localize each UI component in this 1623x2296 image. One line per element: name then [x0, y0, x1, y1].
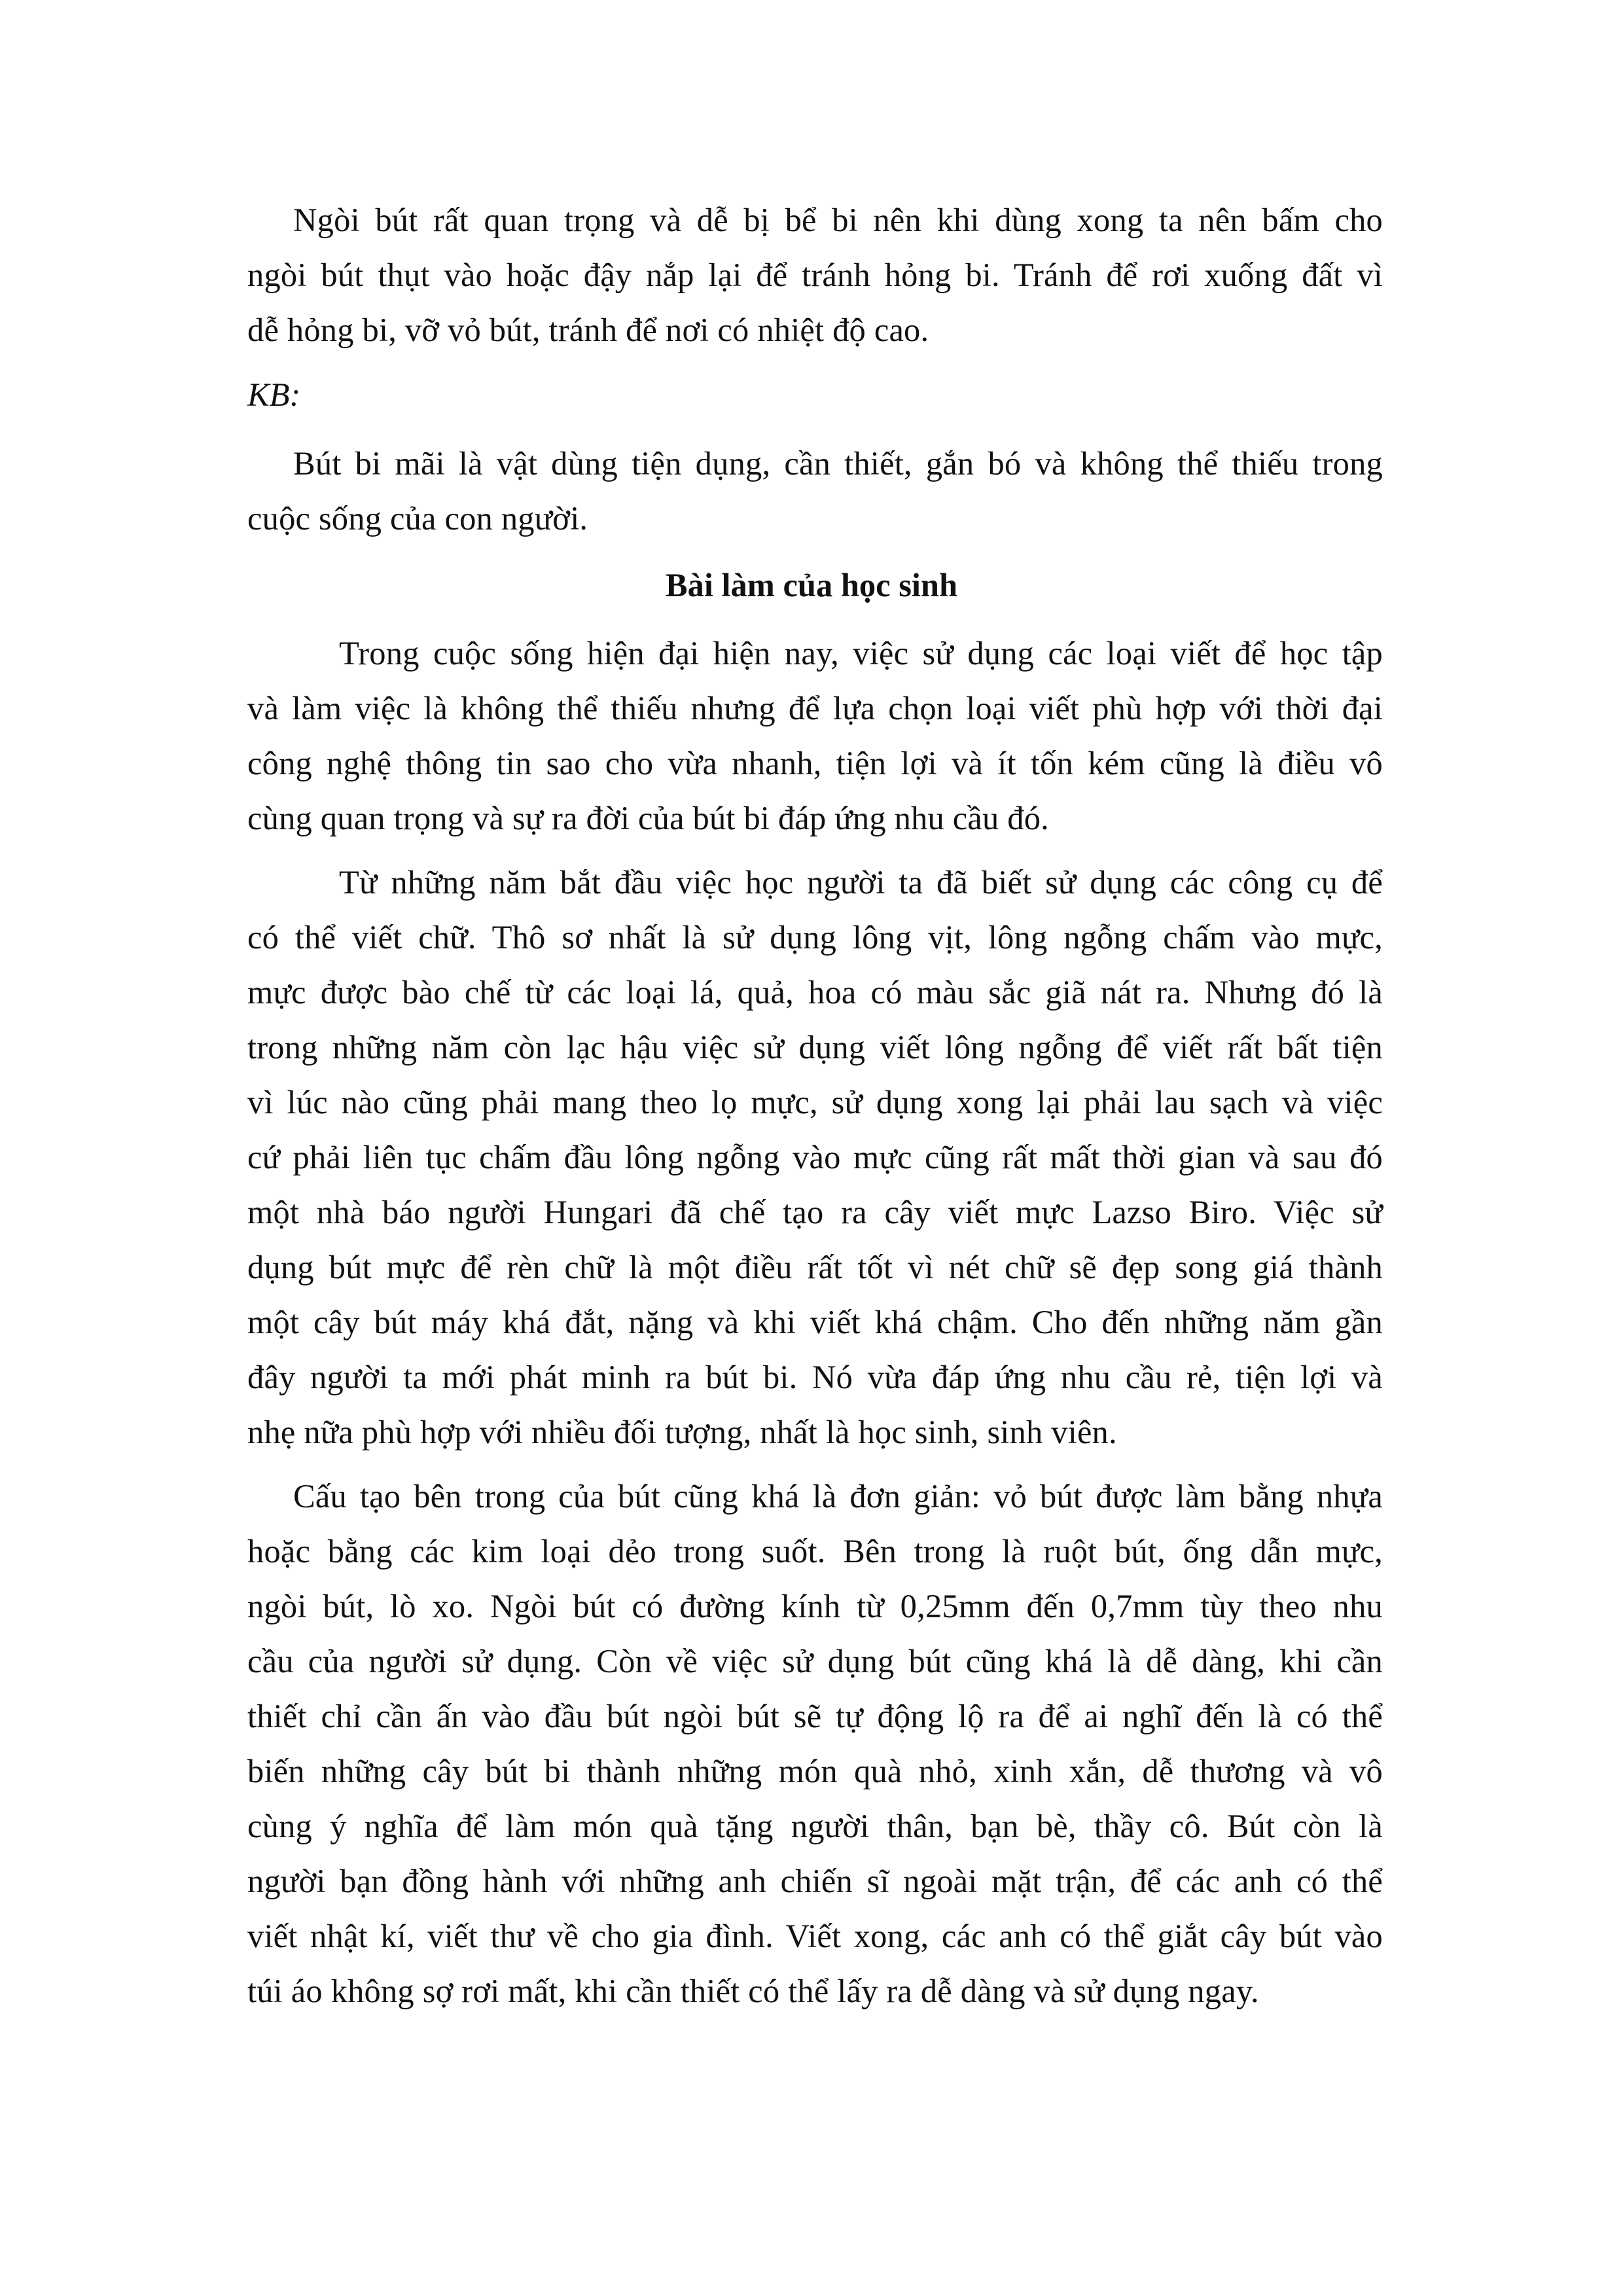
essay-paragraph-line: người bạn đồng hành với những anh chiến sĩ ngoài mặt trận, để các anh có thể: [247, 1863, 1383, 1899]
essay-paragraph-line: trong những năm còn lạc hậu việc sử dụng viết lông ngỗng để viết rất bất tiện: [247, 1029, 1383, 1066]
conclusion-paragraph-line: Bút bi mãi là vật dùng tiện dụng, cần thiết, gắn bó và không thể thiếu trong: [293, 445, 1383, 482]
essay-paragraph-line: ngòi bút, lò xo. Ngòi bút có đường kính từ 0,25mm đến 0,7mm tùy theo nhu: [247, 1588, 1383, 1624]
essay-paragraph-line: mực được bào chế từ các loại lá, quả, hoa có màu sắc giã nát ra. Nhưng đó là: [247, 974, 1383, 1011]
essay-paragraph-line: Cấu tạo bên trong của bút cũng khá là đơn giản: vỏ bút được làm bằng nhựa: [293, 1478, 1383, 1515]
conclusion-paragraph-line: cuộc sống của con người.: [247, 500, 588, 537]
essay-paragraph-line: hoặc bằng các kim loại dẻo trong suốt. Bên trong là ruột bút, ống dẫn mực,: [247, 1533, 1383, 1570]
intro-paragraph-line: Ngòi bút rất quan trọng và dễ bị bể bi nên khi dùng xong ta nên bấm cho: [293, 202, 1383, 238]
essay-paragraph-line: cầu của người sử dụng. Còn về việc sử dụng bút cũng khá là dễ dàng, khi cần: [247, 1643, 1383, 1679]
essay-paragraph-line: một cây bút máy khá đắt, nặng và khi viết khá chậm. Cho đến những năm gần: [247, 1304, 1383, 1340]
essay-paragraph-line: cứ phải liên tục chấm đầu lông ngỗng vào mực cũng rất mất thời gian và sau đó: [247, 1139, 1383, 1175]
essay-paragraph-line: và làm việc là không thể thiếu nhưng để lựa chọn loại viết phù hợp với thời đại: [247, 690, 1383, 726]
intro-paragraph-line: dễ hỏng bi, vỡ vỏ bút, tránh để nơi có nhiệt độ cao.: [247, 312, 929, 348]
essay-paragraph-line: Trong cuộc sống hiện đại hiện nay, việc sử dụng các loại viết để học tập: [339, 635, 1383, 672]
essay-paragraph-line: cùng ý nghĩa để làm món quà tặng người thân, bạn bè, thầy cô. Bút còn là: [247, 1808, 1383, 1844]
kb-label: KB:: [247, 376, 301, 413]
essay-paragraph-line: viết nhật kí, viết thư về cho gia đình. Viết xong, các anh có thể giắt cây bút vào: [247, 1918, 1383, 1954]
essay-paragraph-line: thiết chỉ cần ấn vào đầu bút ngòi bút sẽ tự động lộ ra để ai nghĩ đến là có thể: [247, 1698, 1383, 1734]
essay-paragraph-line: vì lúc nào cũng phải mang theo lọ mực, sử dụng xong lại phải lau sạch và việc: [247, 1084, 1383, 1121]
essay-paragraph-line: túi áo không sợ rơi mất, khi cần thiết có thể lấy ra dễ dàng và sử dụng ngay.: [247, 1973, 1259, 2009]
intro-paragraph-line: ngòi bút thụt vào hoặc đậy nắp lại để tránh hỏng bi. Tránh để rơi xuống đất vì: [247, 257, 1383, 293]
essay-paragraph-line: dụng bút mực để rèn chữ là một điều rất tốt vì nét chữ sẽ đẹp song giá thành: [247, 1249, 1383, 1285]
essay-paragraph-line: nhẹ nữa phù hợp với nhiều đối tượng, nhất là học sinh, sinh viên.: [247, 1414, 1117, 1450]
essay-paragraph-line: có thể viết chữ. Thô sơ nhất là sử dụng lông vịt, lông ngỗng chấm vào mực,: [247, 919, 1383, 956]
essay-paragraph-line: đây người ta mới phát minh ra bút bi. Nó vừa đáp ứng nhu cầu rẻ, tiện lợi và: [247, 1359, 1383, 1395]
essay-heading: Bài làm của học sinh: [665, 567, 958, 603]
essay-paragraph-line: Từ những năm bắt đầu việc học người ta đã biết sử dụng các công cụ để: [339, 864, 1383, 901]
essay-paragraph-line: công nghệ thông tin sao cho vừa nhanh, tiện lợi và ít tốn kém cũng là điều vô: [247, 745, 1383, 781]
essay-paragraph-line: biến những cây bút bi thành những món quà nhỏ, xinh xắn, dễ thương và vô: [247, 1753, 1383, 1789]
essay-paragraph-line: cùng quan trọng và sự ra đời của bút bi đáp ứng nhu cầu đó.: [247, 800, 1050, 836]
essay-paragraph-line: một nhà báo người Hungari đã chế tạo ra cây viết mực Lazso Biro. Việc sử: [247, 1194, 1383, 1230]
